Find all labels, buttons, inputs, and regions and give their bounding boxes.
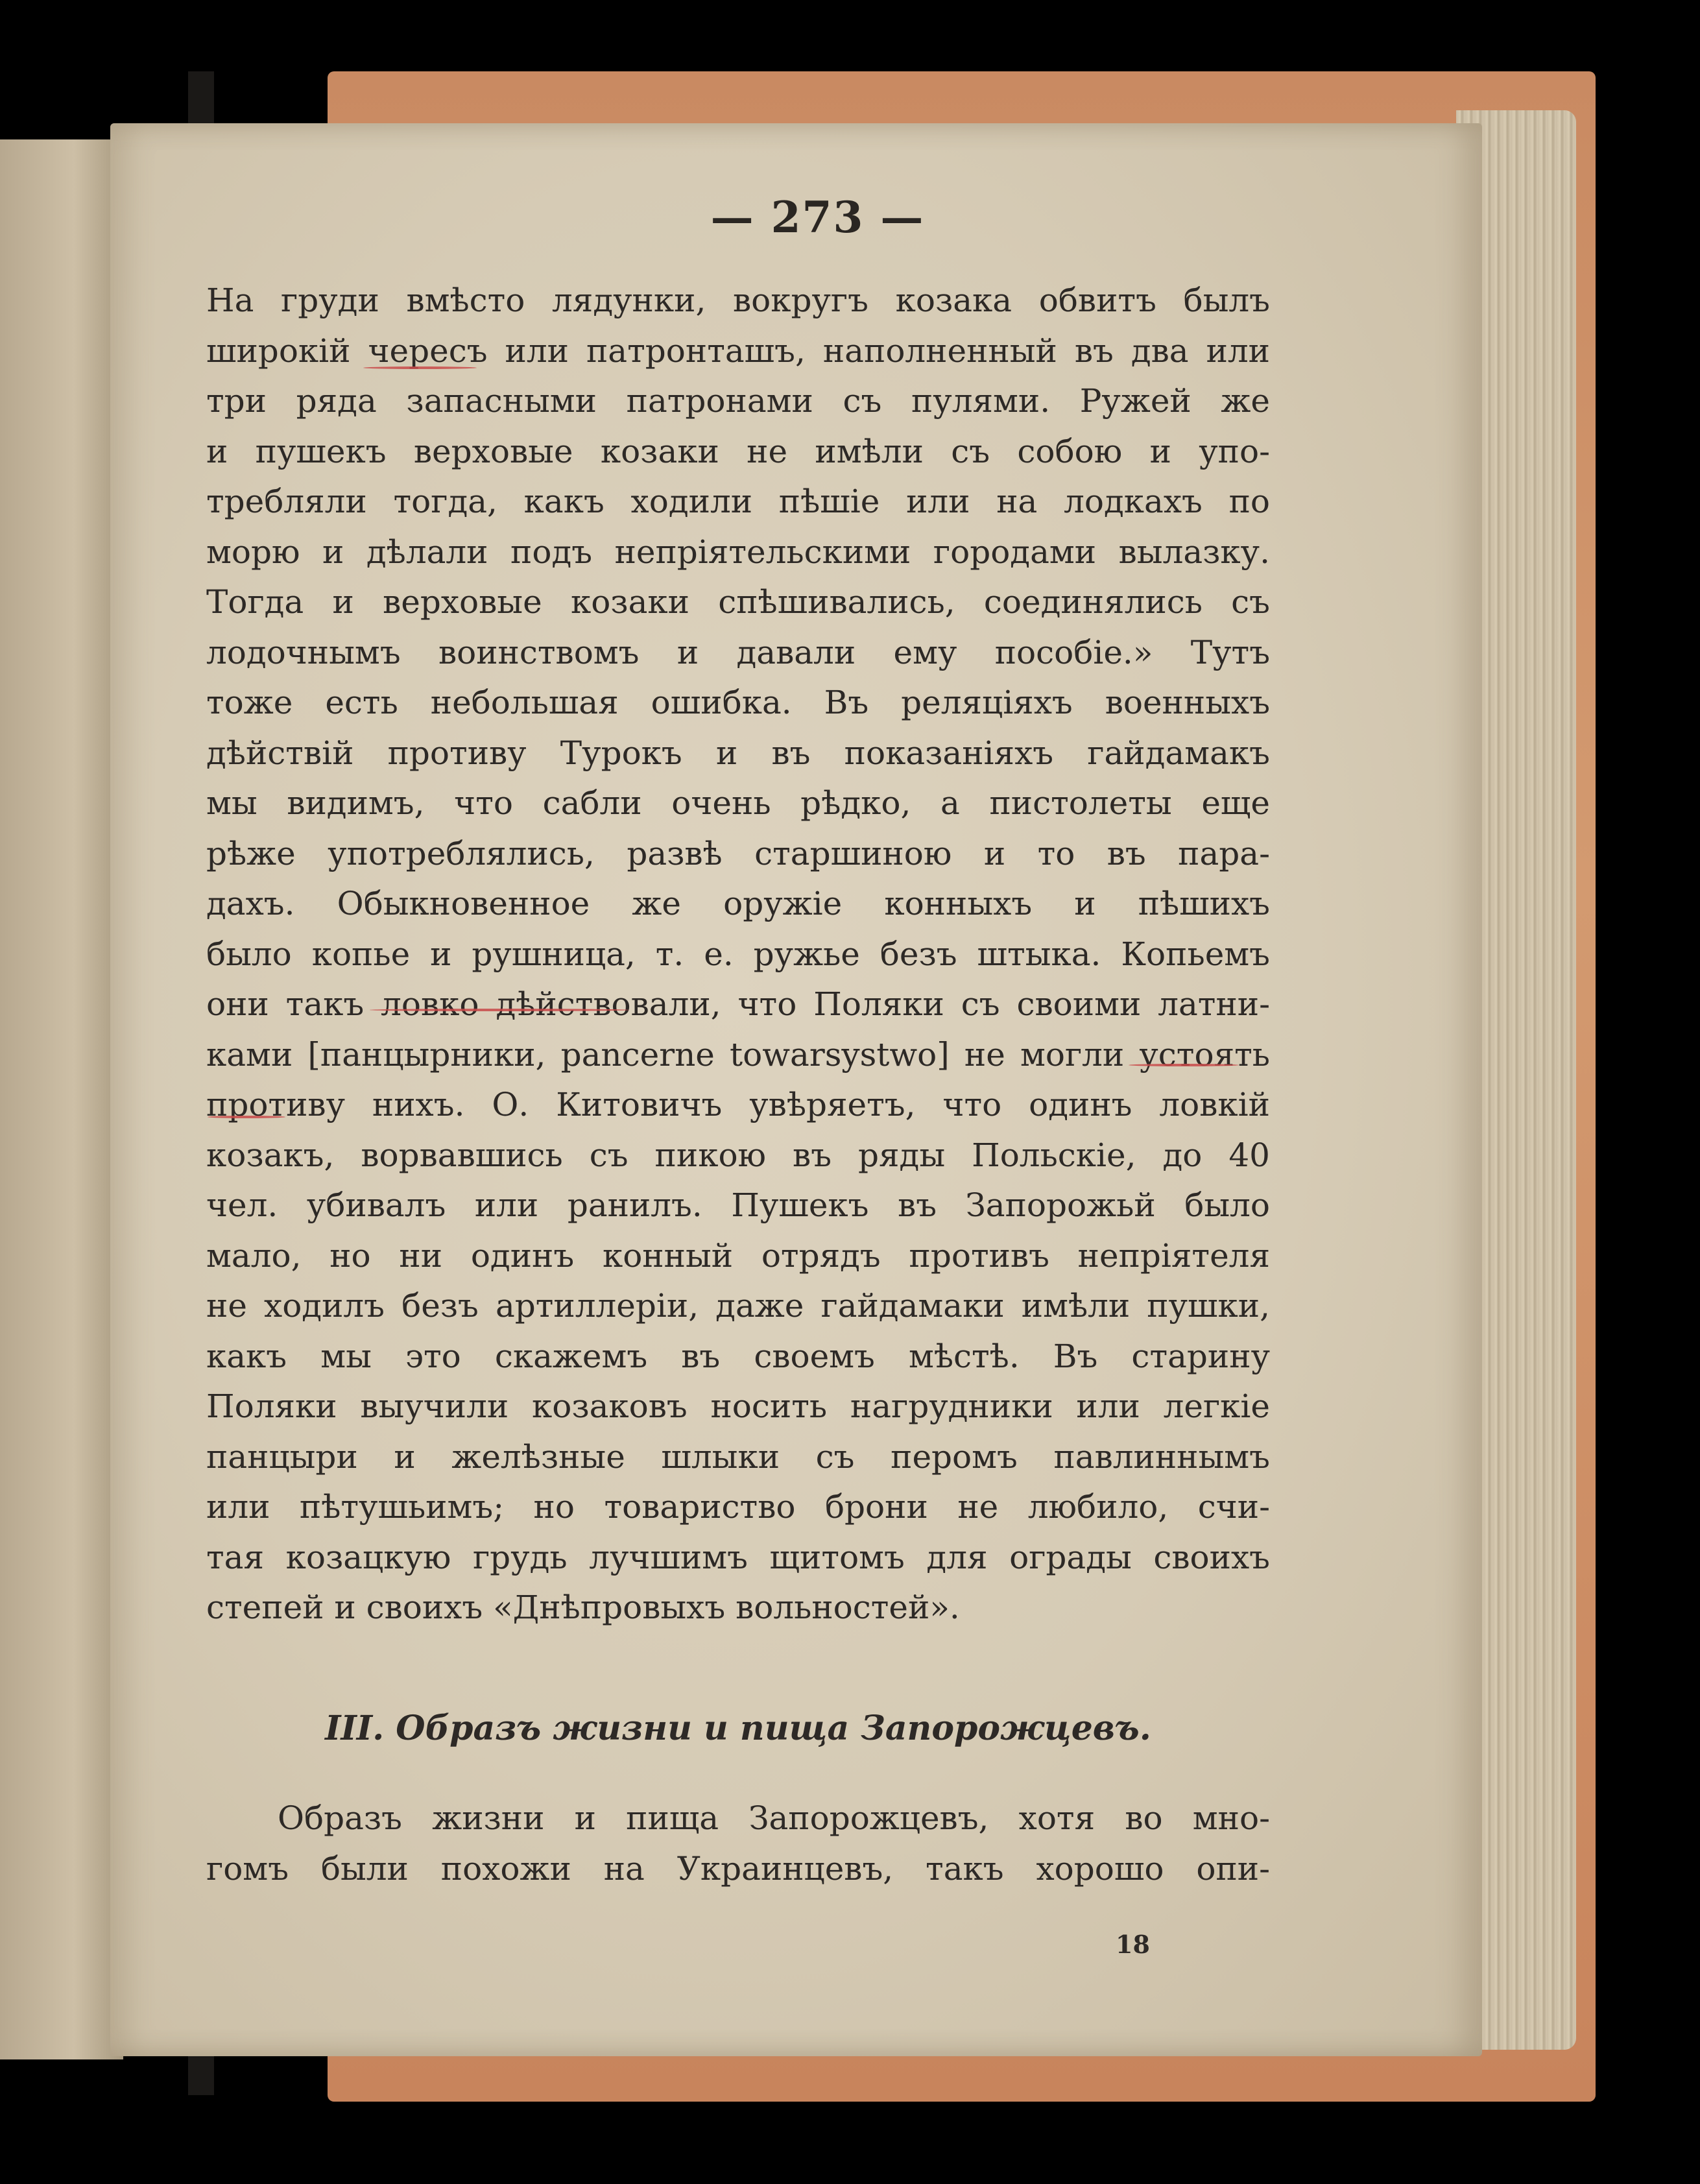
text-line: Поляки выучили козаковъ носить нагрудники или легкіе — [206, 1387, 1270, 1425]
text-line: Тогда и верховые козаки спѣшивались, соединялись съ — [206, 583, 1270, 621]
facing-page-edge — [0, 139, 123, 2059]
paragraph-2 — [206, 1794, 1270, 1894]
text-line: требляли тогда, какъ ходили пѣшіе или на лодкахъ по — [206, 483, 1270, 520]
text-line: три ряда запасными патронами съ пулями. Ружей же — [206, 382, 1270, 420]
text-line: козакъ, ворвавшись съ пикою въ ряды Польскіе, до 40 — [206, 1136, 1270, 1174]
section-heading: III. Образъ жизни и пища Запорожцевъ. — [325, 1709, 1151, 1748]
text-line: противу нихъ. О. Китовичъ увѣряетъ, что одинъ ловкій — [206, 1086, 1270, 1123]
text-line: Образъ жизни и пища Запорожцевъ, хотя во мно- — [278, 1799, 1270, 1837]
text-line: гомъ были похожи на Украинцевъ, такъ хорошо опи- — [206, 1849, 1270, 1888]
text-line: какъ мы это скажемъ въ своемъ мѣстѣ. Въ старину — [206, 1337, 1270, 1375]
page-number: — 273 — — [710, 192, 925, 243]
pencil-underline — [370, 1009, 629, 1011]
text-line: они такъ ловко дѣйствовали, что Поляки съ своими латни- — [206, 985, 1270, 1023]
pencil-underline — [208, 1116, 285, 1118]
text-line: дахъ. Обыкновенное же оружіе конныхъ и пѣшихъ — [206, 885, 1270, 922]
text-line: было копье и рушница, т. е. ружье безъ штыка. Копьемъ — [206, 935, 1270, 973]
text-line: тоже есть небольшая ошибка. Въ реляціяхъ военныхъ — [206, 684, 1270, 721]
pencil-underline — [363, 366, 477, 369]
text-line: мало, но ни одинъ конный отрядъ противъ непріятеля — [206, 1236, 1270, 1275]
text-line: чел. убивалъ или ранилъ. Пушекъ въ Запорожьй было — [206, 1186, 1270, 1224]
text-line: мы видимъ, что сабли очень рѣдко, а пистолеты еще — [206, 784, 1270, 822]
text-line: рѣже употреблялись, развѣ старшиною и то въ пара- — [206, 834, 1270, 872]
text-line: ками [панцырники, pancerne towarsystwo] не могли устоять — [206, 1035, 1270, 1074]
text-line: На груди вмѣсто лядунки, вокругъ козака обвитъ былъ — [206, 282, 1270, 319]
text-line: и пушекъ верховые козаки не имѣли съ собою и упо- — [206, 432, 1270, 470]
pencil-underline — [1129, 1064, 1239, 1066]
text-line: степей и своихъ «Днѣпровыхъ вольностей». — [206, 1589, 960, 1626]
text-line: не ходилъ безъ артиллеріи, даже гайдамаки имѣли пушки, — [206, 1287, 1270, 1325]
text-line: лодочнымъ воинствомъ и давали ему пособіе.» Тутъ — [206, 633, 1270, 671]
text-line: панцыри и желѣзные шлыки съ перомъ павлиннымъ — [206, 1437, 1270, 1476]
signature-mark: 18 — [1116, 1930, 1150, 1959]
text-line: тая козацкую грудь лучшимъ щитомъ для ограды своихъ — [206, 1538, 1270, 1576]
text-line: морю и дѣлали подъ непріятельскими городами вылазку. — [206, 533, 1270, 571]
text-line: дѣйствій противу Турокъ и въ показаніяхъ гайдамакъ — [206, 734, 1270, 772]
text-line: или пѣтушьимъ; но товариство брони не любило, счи- — [206, 1488, 1270, 1526]
text-line: широкій чересъ или патронташъ, наполненный въ два или — [206, 331, 1270, 370]
paragraph-1 — [206, 276, 1270, 1633]
